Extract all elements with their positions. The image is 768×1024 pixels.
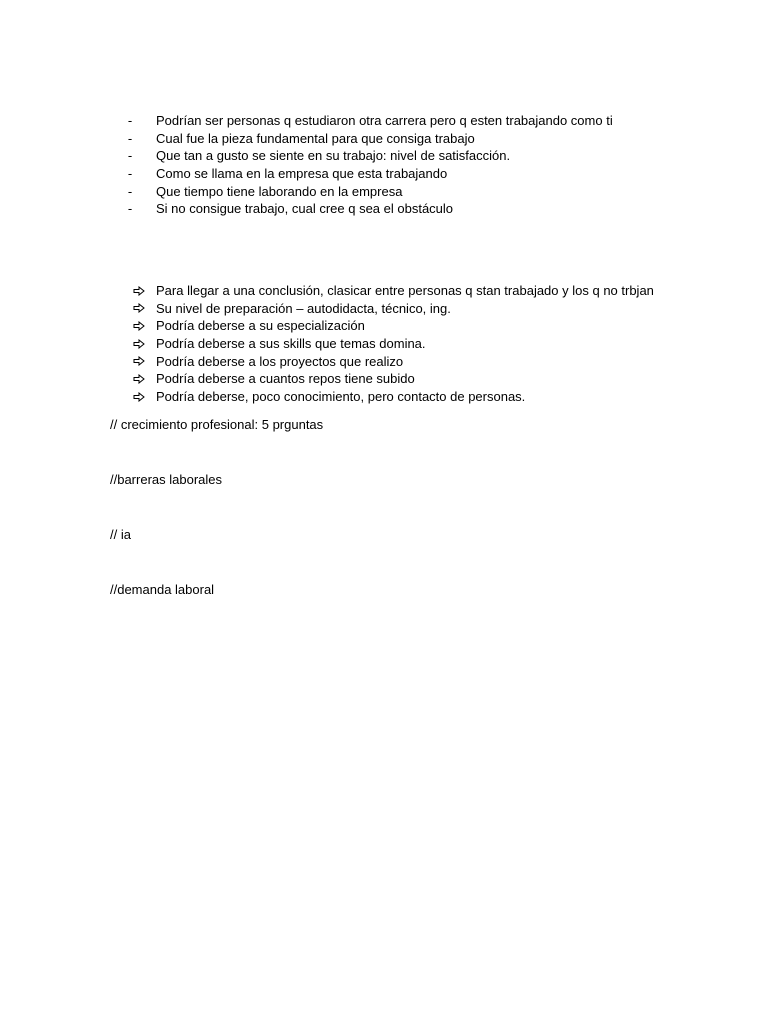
- dash-marker: -: [127, 183, 133, 199]
- right-arrow-outline-icon: [133, 353, 145, 371]
- right-arrow-outline-icon: [133, 300, 145, 318]
- right-arrow-outline-icon: [133, 335, 145, 353]
- right-arrow-outline-icon: [133, 370, 145, 388]
- dash-marker: -: [127, 201, 133, 217]
- list-item-text: Como se llama en la empresa que esta trabajando: [156, 166, 448, 182]
- list-item-text: Podría deberse a sus skills que temas domina.: [156, 336, 426, 352]
- list-item-text: Para llegar a una conclusión, clasicar entre personas q stan trabajado y los q no trbjan: [156, 283, 654, 298]
- right-arrow-outline-icon: [133, 317, 145, 335]
- dash-marker: -: [127, 166, 133, 182]
- list-item-text: Podría deberse a su especialización: [156, 318, 365, 334]
- list-item-text: Si no consigue trabajo, cual cree q sea el obstáculo: [156, 201, 454, 217]
- dash-marker: -: [127, 130, 133, 146]
- dash-marker: -: [127, 113, 133, 128]
- right-arrow-outline-icon: [133, 282, 145, 300]
- comment-line: // ia: [110, 527, 131, 542]
- dash-marker: -: [127, 148, 133, 164]
- list-item-text: Podrían ser personas q estudiaron otra carrera pero q esten trabajando como ti: [156, 113, 613, 128]
- comment-line: //demanda laboral: [110, 582, 215, 597]
- list-item-text: Podría deberse, poco conocimiento, pero contacto de personas.: [156, 389, 526, 405]
- list-item-text: Podría deberse a cuantos repos tiene subido: [156, 371, 415, 387]
- list-item-text: Su nivel de preparación – autodidacta, técnico, ing.: [156, 300, 451, 316]
- list-item-text: Que tiempo tiene laborando en la empresa: [156, 183, 403, 199]
- right-arrow-outline-icon: [133, 388, 145, 406]
- list-item-text: Cual fue la pieza fundamental para que consiga trabajo: [156, 130, 475, 146]
- list-item-text: Que tan a gusto se siente en su trabajo: nivel de satisfacción.: [156, 148, 511, 164]
- comment-line: // crecimiento profesional: 5 prguntas: [110, 417, 324, 432]
- comment-line: //barreras laborales: [110, 472, 222, 487]
- list-item-text: Podría deberse a los proyectos que realizo: [156, 353, 404, 369]
